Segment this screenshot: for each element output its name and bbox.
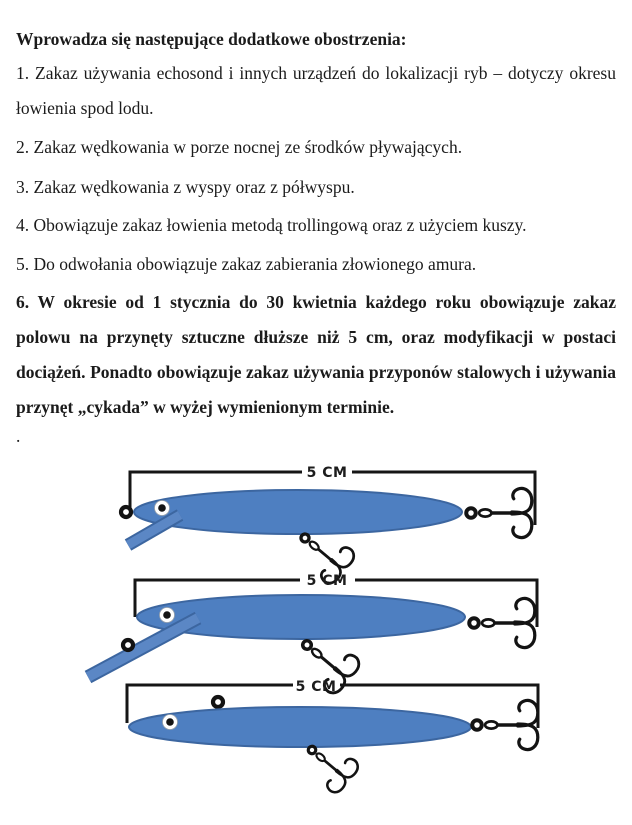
lure-1	[121, 465, 535, 587]
top-eyelet-3	[213, 697, 223, 707]
diving-lip-2	[88, 618, 198, 677]
lure-eye-2	[160, 608, 175, 623]
tail-treble-hook-3	[472, 700, 538, 749]
lure-size-diagram	[16, 455, 616, 800]
rule-paragraph-1: 1. Zakaz używania echosond i innych urządzeń do lokalizacji ryb – dotyczy okresu łowienia spod lodu.	[16, 63, 616, 118]
lure-body-1	[134, 490, 462, 534]
rule-paragraph-6: 6. W okresie od 1 stycznia do 30 kwietnia każdego roku obowiązuje zakaz polowu na przynęty sztuczne dłuższe niż 5 cm, oraz modyfikacji w postaci dociążeń. Ponadto obowiązuje zakaz używania przyponów stalowych i używania przynęt „cykada” w wyżej wymienionym terminie.	[16, 292, 616, 417]
nose-ring-1	[121, 507, 131, 517]
document-page	[16, 25, 616, 800]
lure-diagram-svg	[0, 455, 632, 800]
size-label-1: 5 CM	[306, 465, 348, 481]
rule-paragraph-4: 4. Obowiązuje zakaz łowienia metodą trollingową oraz z użyciem kuszy.	[16, 215, 527, 235]
rule-paragraph-3: 3. Zakaz wędkowania z wyspy oraz z półwyspu.	[16, 177, 355, 197]
tail-treble-hook-1	[466, 488, 532, 537]
lure-body-3	[129, 707, 471, 747]
rule-paragraph-2: 2. Zakaz wędkowania w porze nocnej ze środków pływających.	[16, 137, 463, 157]
line-tie-ring-2	[123, 640, 133, 650]
lure-eye-3	[163, 715, 178, 730]
size-label-2: 5 CM	[306, 573, 348, 589]
lure-3	[127, 679, 538, 796]
rule-paragraph-5: 5. Do odwołania obowiązuje zakaz zabierania złowionego amura.	[16, 254, 477, 274]
size-label-3: 5 CM	[295, 679, 337, 695]
tail-treble-hook-2	[469, 598, 535, 647]
document-heading: Wprowadza się następujące dodatkowe obostrzenia:	[16, 29, 407, 49]
stray-period: .	[16, 426, 21, 446]
lure-eye-1	[155, 501, 170, 516]
